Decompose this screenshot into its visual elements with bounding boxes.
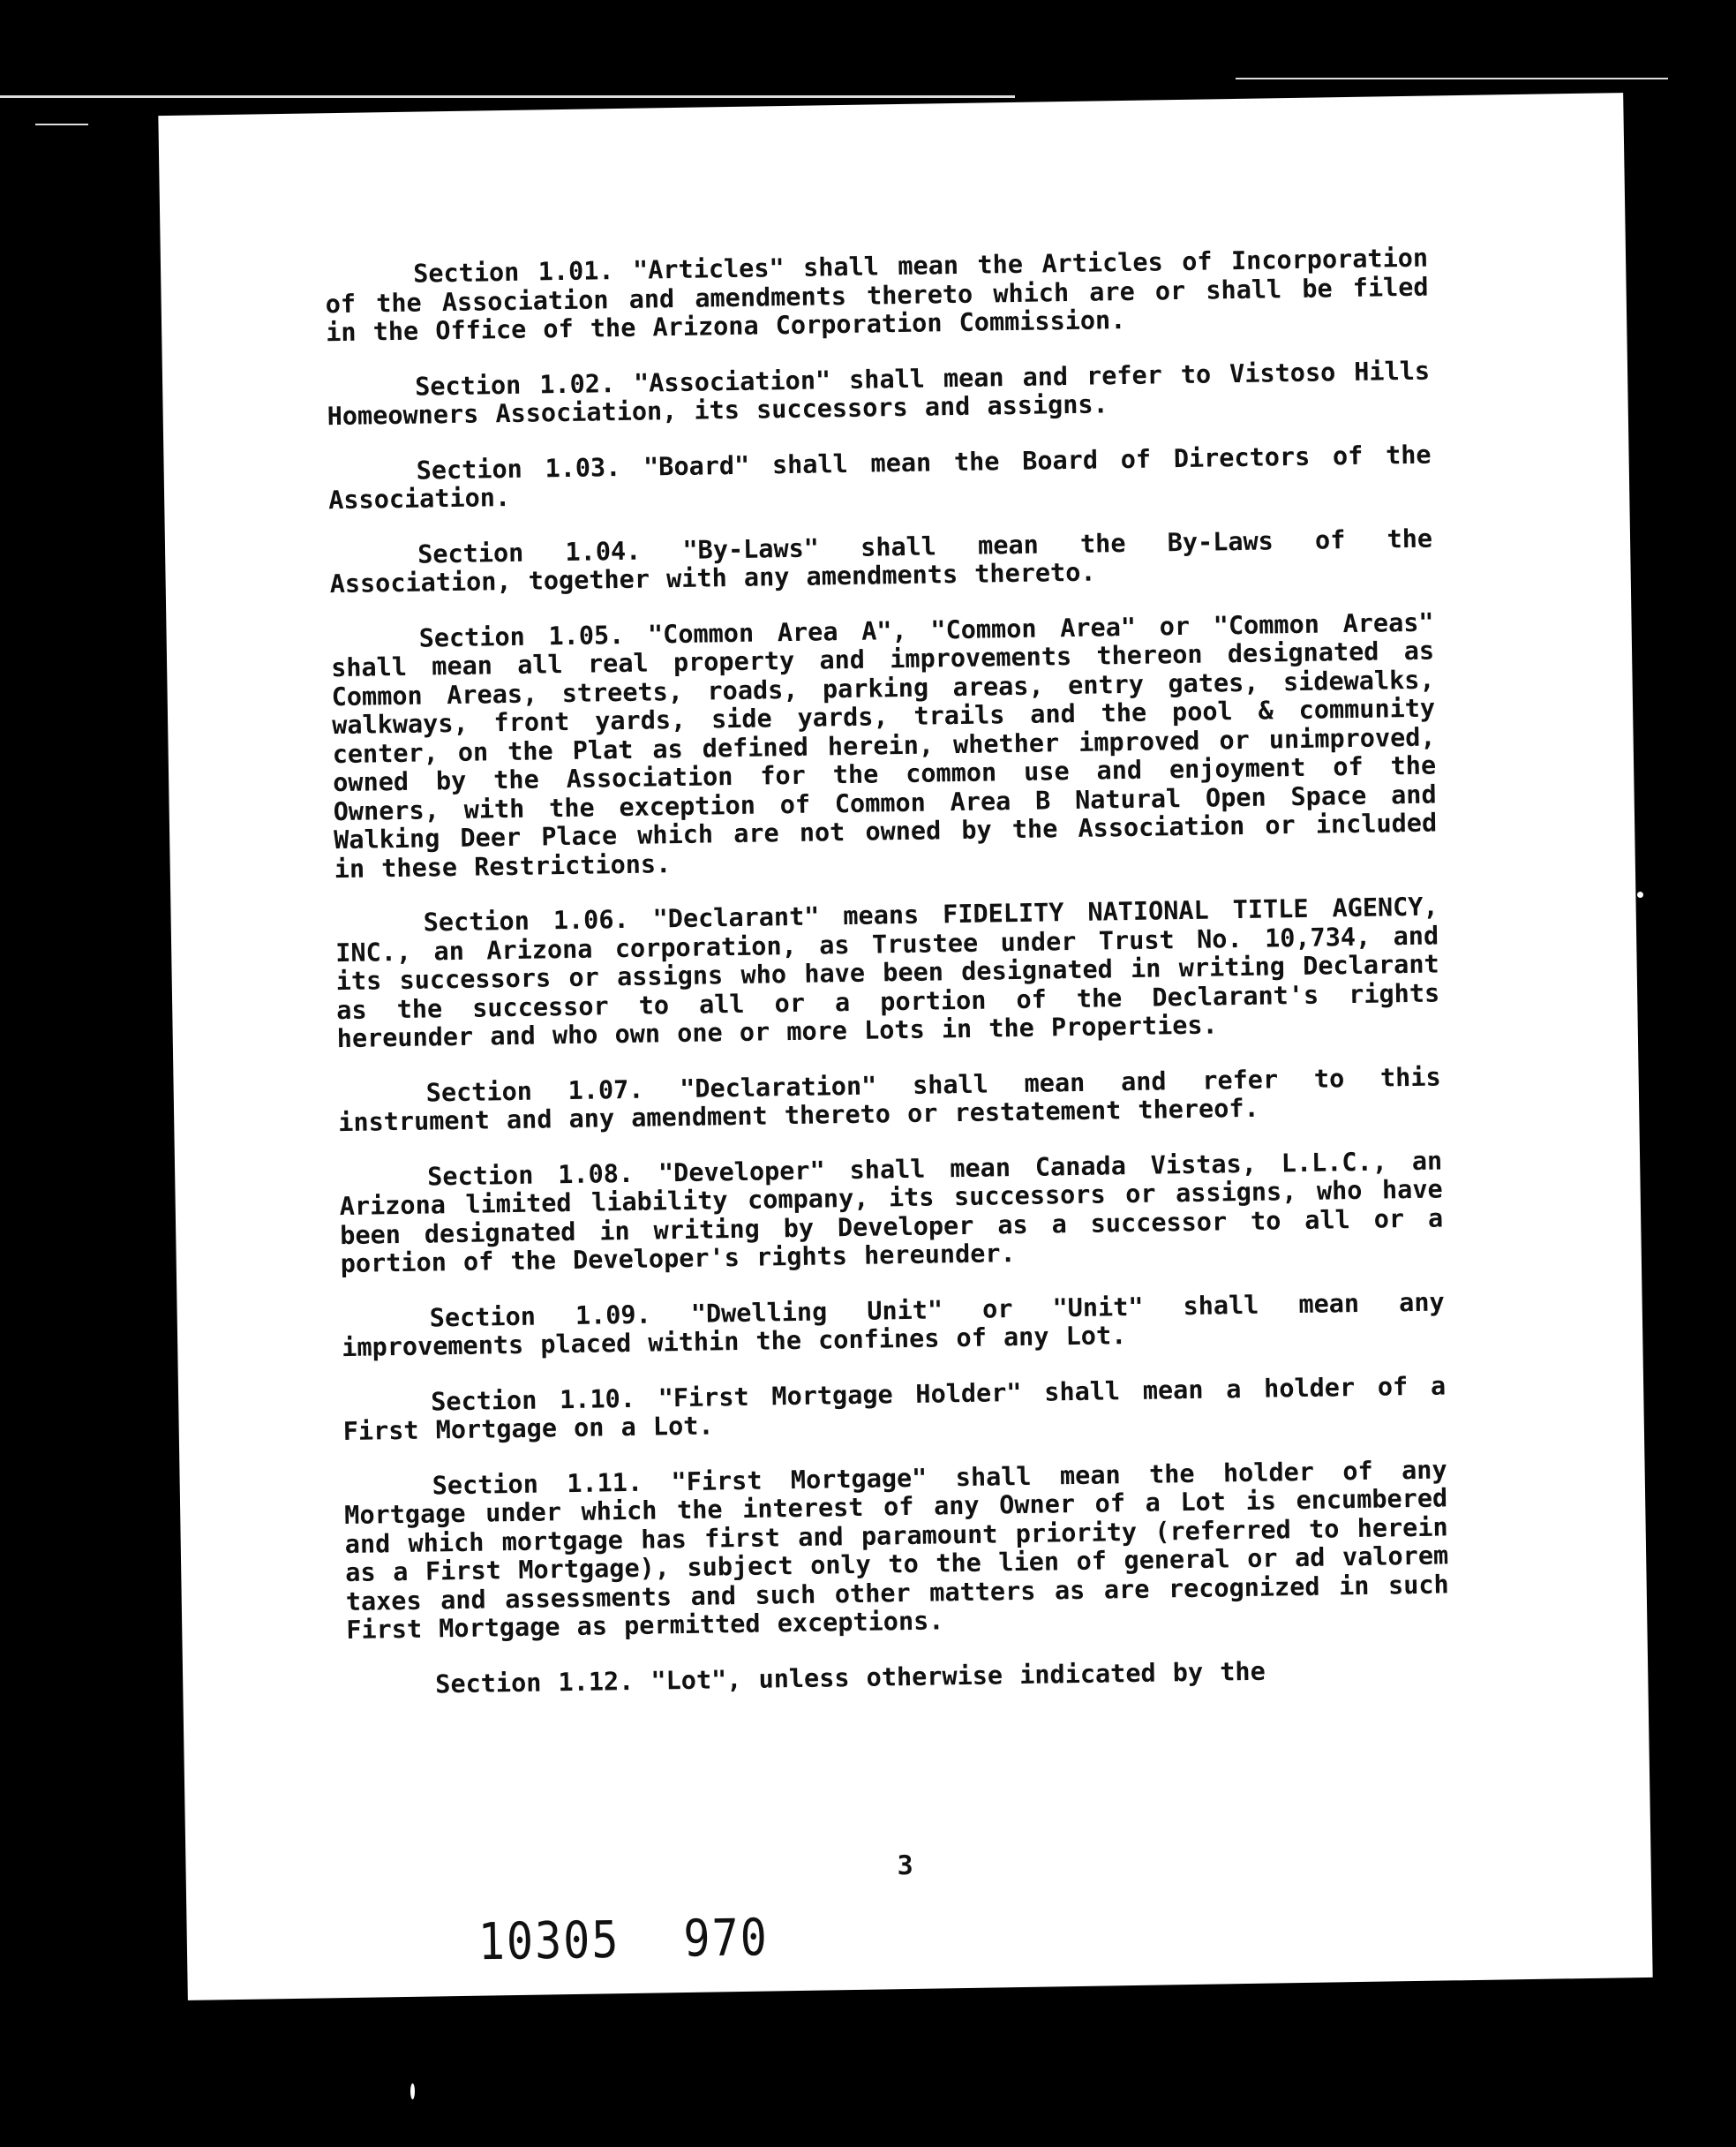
recording-stamp xyxy=(477,1908,769,1971)
scan-edge-line-top-left xyxy=(0,95,1015,98)
scan-speck xyxy=(410,2083,415,2099)
stamp-book-number: 10305 xyxy=(477,1910,620,1972)
section-1-12: Section 1.12. "Lot", unless otherwise indicated by the xyxy=(435,1656,1266,1699)
stamp-page-number: 970 xyxy=(682,1908,770,1969)
section-1-07: Section 1.07. "Declaration" shall mean and refer to this instrument and any amendment thereto or restatement thereof. xyxy=(338,1061,1441,1138)
section-1-08: Section 1.08. "Developer" shall mean Canada Vistas, L.L.C., an Arizona limited liability company, its successors or assigns, who have been designated in writing by Developer as a successor to all or a portion of the Developer's rights hereunder. xyxy=(339,1145,1444,1279)
scan-edge-line-top-right xyxy=(1236,78,1668,79)
scan-edge-line-left xyxy=(35,124,88,125)
section-1-01: Section 1.01. "Articles" shall mean the Articles of Incorporation of the Association and amendments thereto which are or shall be filed in the Office of the Arizona Corporation Commission. xyxy=(325,243,1429,348)
section-1-10: Section 1.10. "First Mortgage Holder" shall mean a holder of a First Mortgage on a Lot. xyxy=(342,1370,1447,1447)
section-1-05: Section 1.05. "Common Area A", "Common Area" or "Common Areas" shall mean all real property and improvements thereon designated as Common Areas, streets, roads, parking areas, entry gates, sidewalks, walkways, front yards, side yards, trails and the pool & community center, on the Plat as defined herein, whether improved or unimproved, owned by the Association for the common use and enjoyment of the Owners, with the exception of Common Area B Natural Open Space and Walking Deer Place which are not owned by the Association or included in these Restrictions. xyxy=(330,607,1438,884)
section-1-06: Section 1.06. "Declarant" means FIDELITY NATIONAL TITLE AGENCY, INC., an Arizona corporation, as Trustee under Trust No. 10,734, and its successors or assigns who have been designated in writing Declarant as the successor to all or a portion of the Declarant's rights hereunder and who own one or more Lots in the Properties. xyxy=(334,892,1440,1054)
section-1-04: Section 1.04. "By-Laws" shall mean the By-Laws of the Association, together with any amendments thereto. xyxy=(329,524,1433,599)
section-1-09: Section 1.09. "Dwelling Unit" or "Unit" shall mean any improvements placed within the confines of any Lot. xyxy=(342,1286,1445,1363)
document-body xyxy=(325,245,1451,1727)
scan-speck xyxy=(1637,892,1643,898)
section-1-11: Section 1.11. "First Mortgage" shall mean the holder of any Mortgage under which the interest of any Owner of a Lot is encumbered and which mortgage has first and paramount priority (referred to herein as a First Mortgage), subject only to the lien of general or ad valorem taxes and assessments and such other matters as are recognized in such First Mortgage as permitted exceptions. xyxy=(344,1454,1449,1646)
page-number: 3 xyxy=(897,1849,913,1882)
section-1-02: Section 1.02. "Association" shall mean and refer to Vistoso Hills Homeowners Association, its successors and assigns. xyxy=(327,356,1431,432)
section-1-03: Section 1.03. "Board" shall mean the Board of Directors of the Association. xyxy=(327,440,1432,516)
document-page xyxy=(158,93,1652,2000)
